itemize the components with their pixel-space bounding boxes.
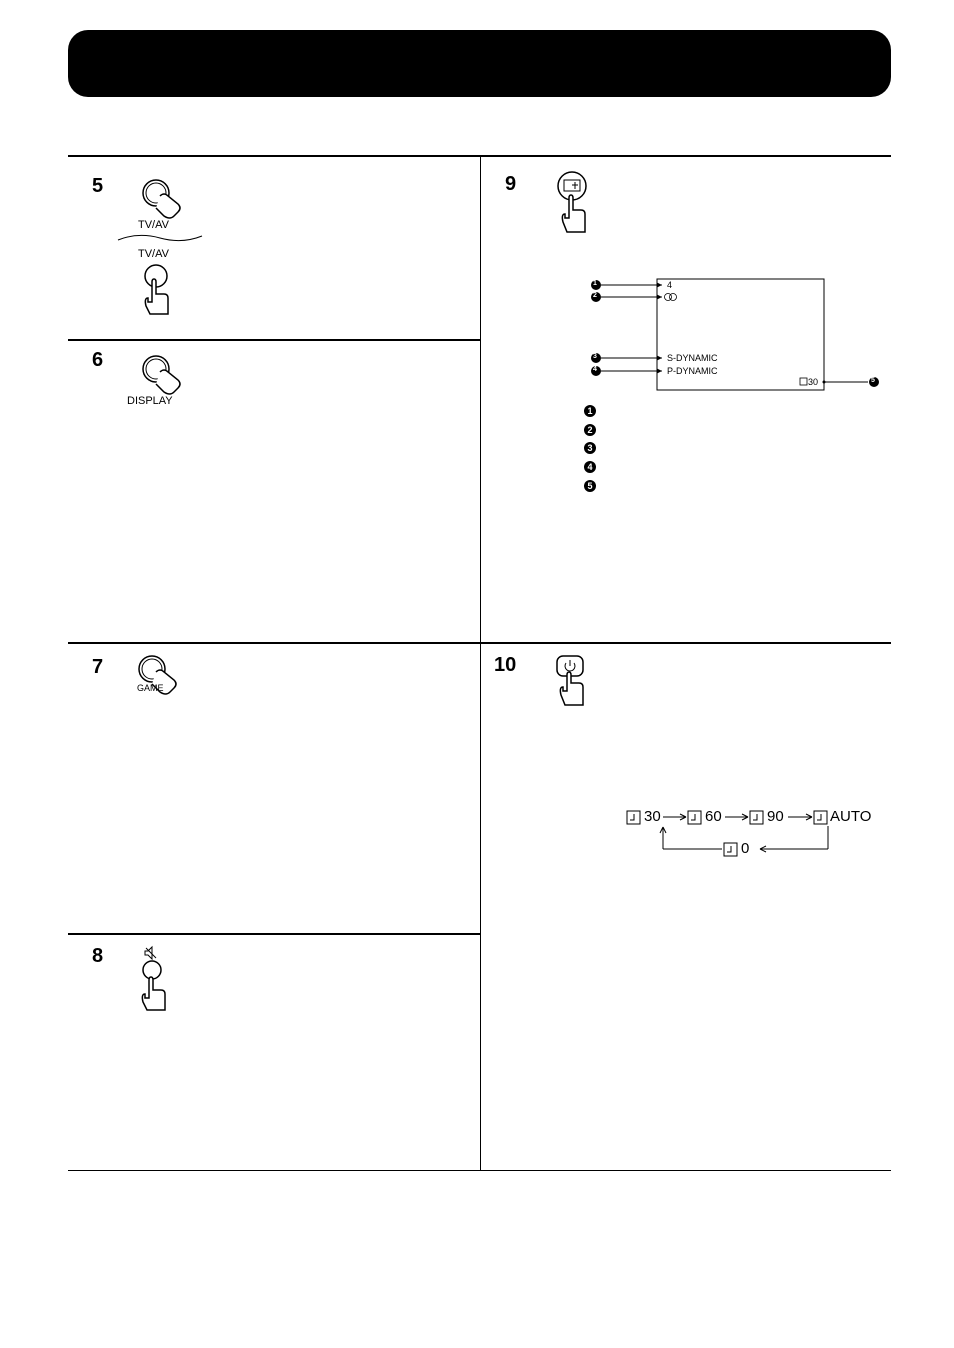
timer-30: 30 [644, 808, 661, 825]
step-10-number: 10 [494, 654, 517, 676]
title-bar [68, 30, 891, 97]
osd-callout-5: 5 [871, 377, 875, 384]
osd-callout-2: 2 [593, 292, 597, 299]
osd-callout-1: 1 [593, 280, 597, 287]
picture-button-icon[interactable] [556, 170, 596, 236]
column-divider [480, 155, 481, 1171]
step-8-number: 8 [92, 945, 104, 967]
sleep-timer-button-icon[interactable] [556, 655, 592, 713]
on-screen-display-diagram [590, 274, 890, 396]
legend-item-2: 2 [584, 424, 596, 436]
step-7-number: 7 [92, 656, 104, 678]
legend-item-1: 1 [584, 405, 596, 417]
step-6-number: 6 [92, 349, 104, 371]
timer-0: 0 [741, 840, 750, 857]
rule-5-6 [68, 339, 481, 341]
legend-item-3: 3 [584, 442, 596, 454]
osd-timer: 30 [808, 377, 819, 387]
display-button-icon[interactable] [138, 352, 198, 396]
separator-curve [118, 232, 202, 244]
osd-channel: 4 [667, 280, 673, 290]
timer-auto: AUTO [830, 808, 872, 825]
game-label: GAME [137, 683, 164, 693]
timer-60: 60 [705, 808, 722, 825]
tv-av-label-bottom: TV/AV [138, 248, 169, 260]
rule-7-8 [68, 933, 481, 935]
step-9-number: 9 [505, 173, 517, 195]
tv-av-label-top: TV/AV [138, 219, 169, 231]
step-5-number: 5 [92, 175, 104, 197]
legend-item-4: 4 [584, 461, 596, 473]
mute-icon [144, 946, 158, 960]
osd-sound-mode: S-DYNAMIC [667, 353, 718, 363]
tv-av-button-icon[interactable] [138, 176, 198, 220]
osd-picture-mode: P-DYNAMIC [667, 366, 718, 376]
legend-item-5: 5 [584, 480, 596, 492]
pointing-hand-icon [140, 264, 174, 316]
mute-button-icon[interactable] [140, 960, 174, 1016]
display-label: DISPLAY [127, 395, 173, 407]
osd-callout-3: 3 [593, 353, 597, 360]
timer-90: 90 [767, 808, 784, 825]
osd-callout-4: 4 [593, 366, 597, 373]
